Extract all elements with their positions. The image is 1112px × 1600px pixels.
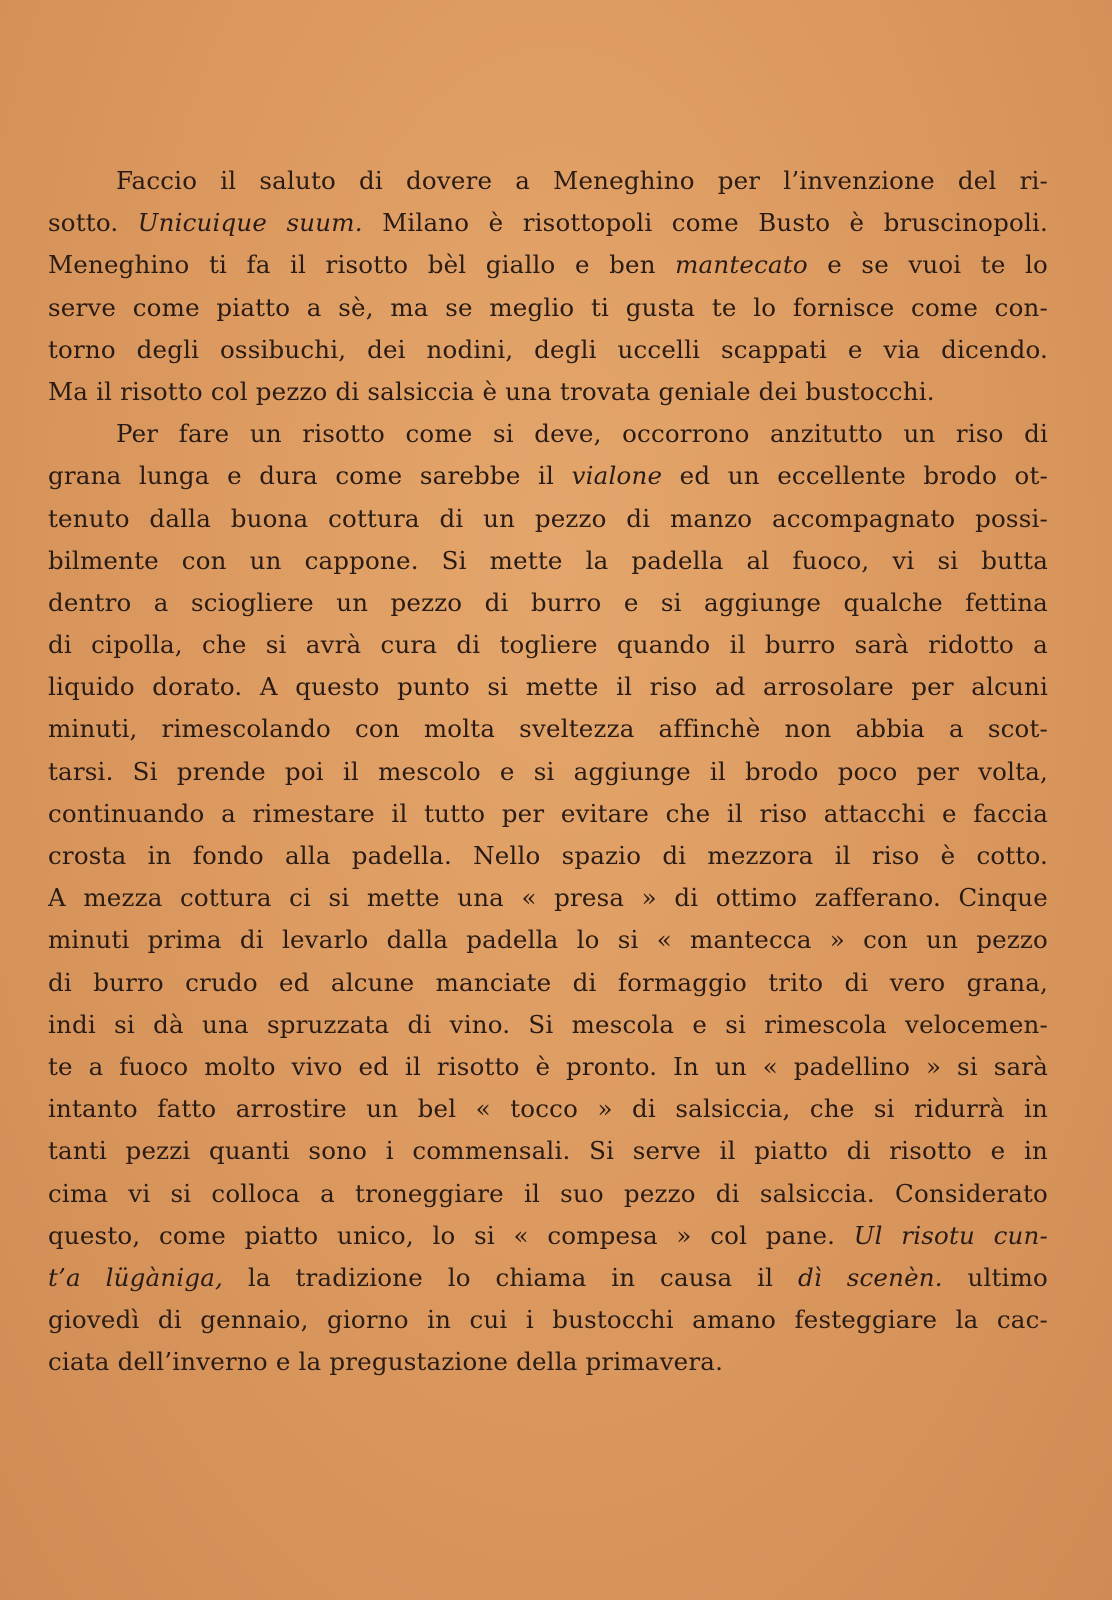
text-line (48, 1004, 1048, 1046)
text-segment: A mezza cottura ci si mette una « presa » di ottimo zafferano. Cinque (48, 883, 1048, 913)
text-line (48, 793, 1048, 835)
text-line (48, 708, 1048, 750)
text-segment: grana lunga e dura come sarebbe il (48, 461, 572, 491)
text-line (48, 455, 1048, 497)
text-segment: Milano è risottopoli come Busto è bruscinopoli. (362, 208, 1048, 238)
text-line (48, 751, 1048, 793)
text-segment: dentro a sciogliere un pezzo di burro e si aggiunge qualche fettina (48, 587, 1048, 617)
text-line (48, 244, 1048, 286)
text-line (48, 1130, 1048, 1172)
text-line (48, 1299, 1048, 1341)
text-segment: continuando a rimestare il tutto per evitare che il riso attacchi e faccia (48, 798, 1048, 828)
italic-text-segment: mantecato (675, 250, 808, 280)
text-line (48, 1257, 1048, 1299)
text-segment: tarsi. Si prende poi il mescolo e si aggiunge il brodo poco per volta, (48, 756, 1048, 786)
text-segment: ciata dell’inverno e la pregustazione della primavera. (48, 1347, 724, 1377)
text-segment: Ma il risotto col pezzo di salsiccia è una trovata geniale dei bustocchi. (48, 376, 935, 406)
text-segment: di burro crudo ed alcune manciate di formaggio trito di vero grana, (48, 967, 1048, 997)
text-line (48, 666, 1048, 708)
text-segment: bilmente con un cappone. Si mette la padella al fuoco, vi si butta (48, 545, 1048, 575)
text-segment: giovedì di gennaio, giorno in cui i bustocchi amano festeggiare la cac- (48, 1305, 1048, 1335)
text-line (48, 540, 1048, 582)
text-segment: te a fuoco molto vivo ed il risotto è pronto. In un « padellino » si sarà (48, 1051, 1048, 1081)
text-segment: torno degli ossibuchi, dei nodini, degli uccelli scappati e via dicendo. (48, 334, 1048, 364)
text-line (48, 624, 1048, 666)
text-segment: ultimo (942, 1262, 1048, 1292)
text-line (48, 919, 1048, 961)
text-segment: minuti prima di levarlo dalla padella lo si « mantecca » con un pezzo (48, 925, 1048, 955)
text-segment: cima vi si colloca a troneggiare il suo pezzo di salsiccia. Considerato (48, 1178, 1048, 1208)
text-line (48, 413, 1048, 455)
text-segment: Meneghino ti fa il risotto bèl giallo e ben (48, 250, 676, 280)
text-line (48, 160, 1048, 202)
text-line (48, 498, 1048, 540)
text-segment: Per fare un risotto come si deve, occorrono anzitutto un riso di (116, 419, 1048, 449)
text-line (48, 371, 1048, 413)
text-segment: intanto fatto arrostire un bel « tocco » di salsiccia, che si ridurrà in (48, 1094, 1048, 1124)
text-segment: di cipolla, che si avrà cura di togliere quando il burro sarà ridotto a (48, 630, 1048, 660)
text-segment: tenuto dalla buona cottura di un pezzo di manzo accompagnato possi- (48, 503, 1048, 533)
text-line (48, 202, 1048, 244)
italic-text-segment: dì scenèn. (797, 1262, 943, 1292)
text-line (48, 1046, 1048, 1088)
text-segment: questo, come piatto unico, lo si « compesa » col pane. (48, 1220, 854, 1250)
text-line (48, 1341, 1048, 1383)
italic-text-segment: t’a lügàniga, (48, 1262, 224, 1292)
text-segment: serve come piatto a sè, ma se meglio ti gusta te lo fornisce come con- (48, 292, 1048, 322)
text-segment: crosta in fondo alla padella. Nello spazio di mezzora il riso è cotto. (48, 841, 1048, 870)
text-segment: indi si dà una spruzzata di vino. Si mescola e si rimescola velocemen- (48, 1009, 1048, 1039)
text-line (48, 1173, 1048, 1215)
text-line (48, 582, 1048, 624)
italic-text-segment: vialone (571, 461, 663, 491)
text-segment: la tradizione lo chiama in causa il (223, 1262, 798, 1292)
body-text (48, 160, 1048, 1383)
italic-text-segment: Ul risotu cun- (853, 1220, 1048, 1250)
text-line (48, 835, 1048, 877)
text-segment: e se vuoi te lo (807, 250, 1048, 280)
text-segment: sotto. (48, 208, 138, 238)
text-line (48, 877, 1048, 919)
text-line (48, 1215, 1048, 1257)
text-segment: minuti, rimescolando con molta sveltezza affinchè non abbia a scot- (48, 714, 1048, 744)
text-segment: tanti pezzi quanti sono i commensali. Si serve il piatto di risotto e in (48, 1136, 1048, 1166)
text-segment: ed un eccellente brodo ot- (662, 461, 1048, 491)
text-line (48, 962, 1048, 1004)
text-line (48, 1088, 1048, 1130)
text-line (48, 287, 1048, 329)
text-segment: Faccio il saluto di dovere a Meneghino per l’invenzione del ri- (116, 166, 1048, 195)
italic-text-segment: Unicuique suum. (137, 208, 363, 238)
text-segment: liquido dorato. A questo punto si mette il riso ad arrosolare per alcuni (48, 672, 1048, 702)
text-line (48, 329, 1048, 371)
